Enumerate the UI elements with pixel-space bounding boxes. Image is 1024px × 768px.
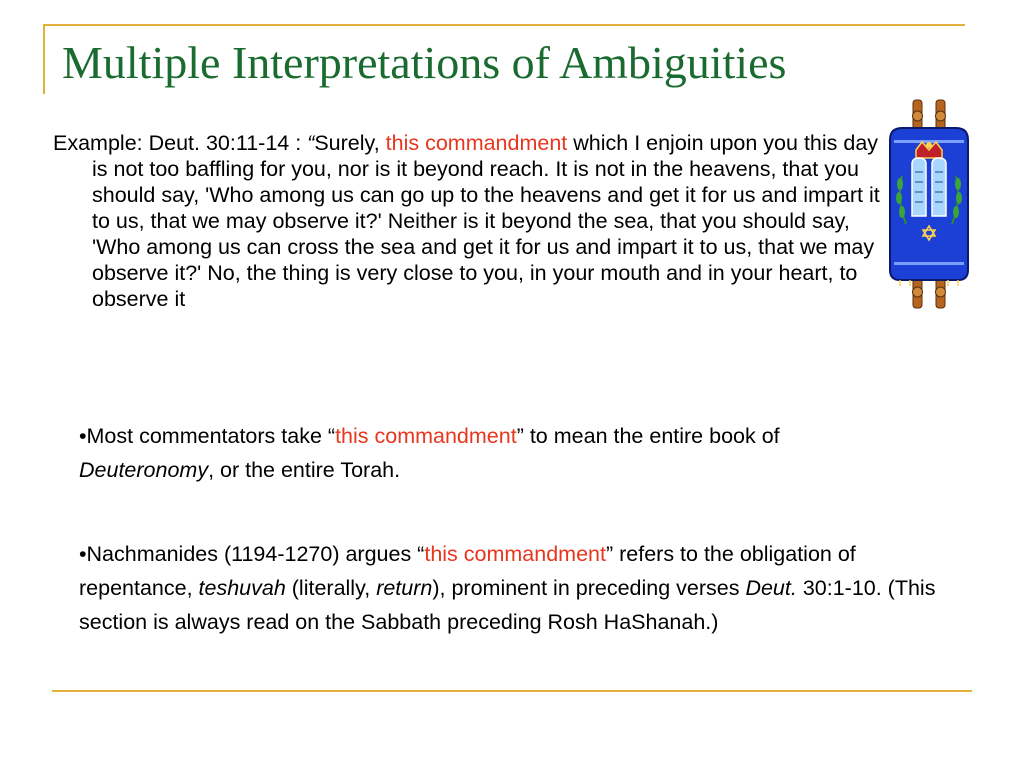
quote-part2: which I enjoin upon you this day is not too baffling for you, nor is it beyond reach. It is not in the heavens, that you should say, 'Who among us can go up to the heavens and get it for us and impart it to us, that we may observe it?' Neither is it beyond the sea, that you should say, 'Who among us can cross the sea and get it for us and impart it to us, that we may observe it?' No, the thing is very close to you, in your mouth and in your heart, to observe it (92, 131, 880, 311)
bullet2-i1: teshuvah (198, 576, 286, 600)
quote-highlight: this commandment (385, 131, 568, 155)
bullet1-highlight: this commandment (335, 424, 517, 448)
slide-title: Multiple Interpretations of Ambiguities (62, 37, 787, 88)
bullet-commentators (79, 419, 839, 487)
bullet2-t1: ” refers to the obligation of repentance, (79, 542, 856, 600)
quote-part1: Surely, (314, 131, 386, 155)
bullet1-tail: , or the entire Torah. (208, 458, 401, 482)
torah-scroll-icon (878, 98, 978, 310)
bullet2-lead: •Nachmanides (1194-1270) argues “ (79, 542, 425, 566)
scripture-quote (53, 130, 882, 312)
frame-left-rule (43, 24, 45, 94)
bullet2-t4: 30:1-10. (This section is always read on the Sabbath preceding Rosh HaShanah.) (79, 576, 936, 634)
quote-open-mark: “ (307, 131, 315, 155)
bullet1-lead: •Most commentators take “ (79, 424, 336, 448)
bullet-nachmanides (79, 537, 959, 639)
bullet2-i2: return (376, 576, 433, 600)
frame-bottom-rule (52, 690, 972, 692)
bullet1-mid: ” to mean the entire book of (516, 424, 780, 448)
bullet2-highlight: this commandment (424, 542, 606, 566)
bullet2-i3: Deut. (745, 576, 797, 600)
bullet2-t2: (literally, (285, 576, 377, 600)
bullet2-t3: ), prominent in preceding verses (432, 576, 746, 600)
quote-prefix: Example: Deut. 30:11-14 : (53, 131, 308, 155)
frame-top-rule (43, 24, 965, 26)
bullet1-italic: Deuteronomy (79, 458, 209, 482)
